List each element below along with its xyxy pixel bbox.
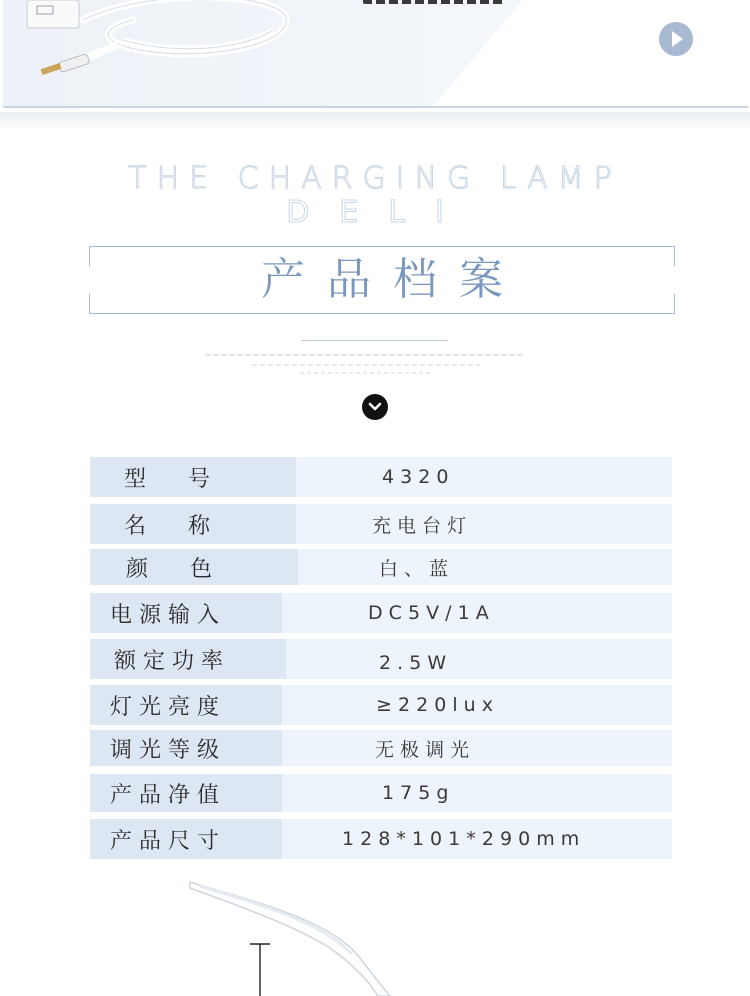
table-row [90, 774, 672, 812]
spec-label: 型 号 [90, 457, 296, 497]
banner-diagonal-panel [433, 0, 748, 106]
banner-divider [0, 112, 750, 130]
spec-value: 1 2 8 * 1 0 1 * 2 9 0 m m [342, 828, 580, 850]
play-icon[interactable] [659, 22, 693, 56]
chevron-down-icon[interactable] [362, 394, 388, 420]
spec-value: 充 电 台 灯 [372, 514, 467, 537]
usb-cable-image [23, 0, 293, 82]
top-banner [0, 0, 750, 112]
spec-value: 2 . 5 W [379, 652, 447, 674]
decorative-text-line [205, 354, 525, 356]
spec-label: 颜 色 [90, 549, 298, 585]
spec-value: 1 7 5 g [382, 782, 449, 804]
spec-label: 产 品 净 值 [90, 774, 282, 812]
spec-label: 名 称 [90, 504, 296, 544]
spec-value: ≥ 2 2 0 l u x [376, 694, 493, 716]
spec-label: 调 光 等 级 [90, 730, 282, 766]
divider-line [302, 340, 448, 341]
english-title: THE CHARGING LAMP [128, 161, 622, 196]
spec-label: 产 品 尺 寸 [90, 819, 282, 859]
page-title: 产品档案 [261, 254, 525, 305]
table-row [90, 819, 672, 859]
title-frame [89, 246, 675, 314]
banner-caption [363, 0, 503, 4]
table-row [90, 504, 672, 544]
english-subtitle: DELI [286, 195, 474, 230]
table-row [90, 457, 672, 497]
table-row [90, 730, 672, 766]
decorative-text-line [300, 372, 430, 374]
desk-lamp-image [180, 878, 410, 996]
spec-label: 灯 光 亮 度 [90, 685, 282, 725]
table-row [90, 593, 672, 633]
table-row [90, 549, 672, 585]
spec-label: 额 定 功 率 [90, 639, 286, 679]
table-row [90, 639, 672, 679]
spec-value: D C 5 V / 1 A [368, 602, 489, 624]
decorative-text-line [252, 364, 480, 366]
spec-value: 白 、 蓝 [379, 557, 449, 580]
table-row [90, 685, 672, 725]
spec-value: 无 极 调 光 [375, 738, 470, 761]
banner-panel [3, 0, 748, 108]
spec-value: 4 3 2 0 [382, 466, 449, 488]
spec-label: 电 源 输 入 [90, 593, 282, 633]
